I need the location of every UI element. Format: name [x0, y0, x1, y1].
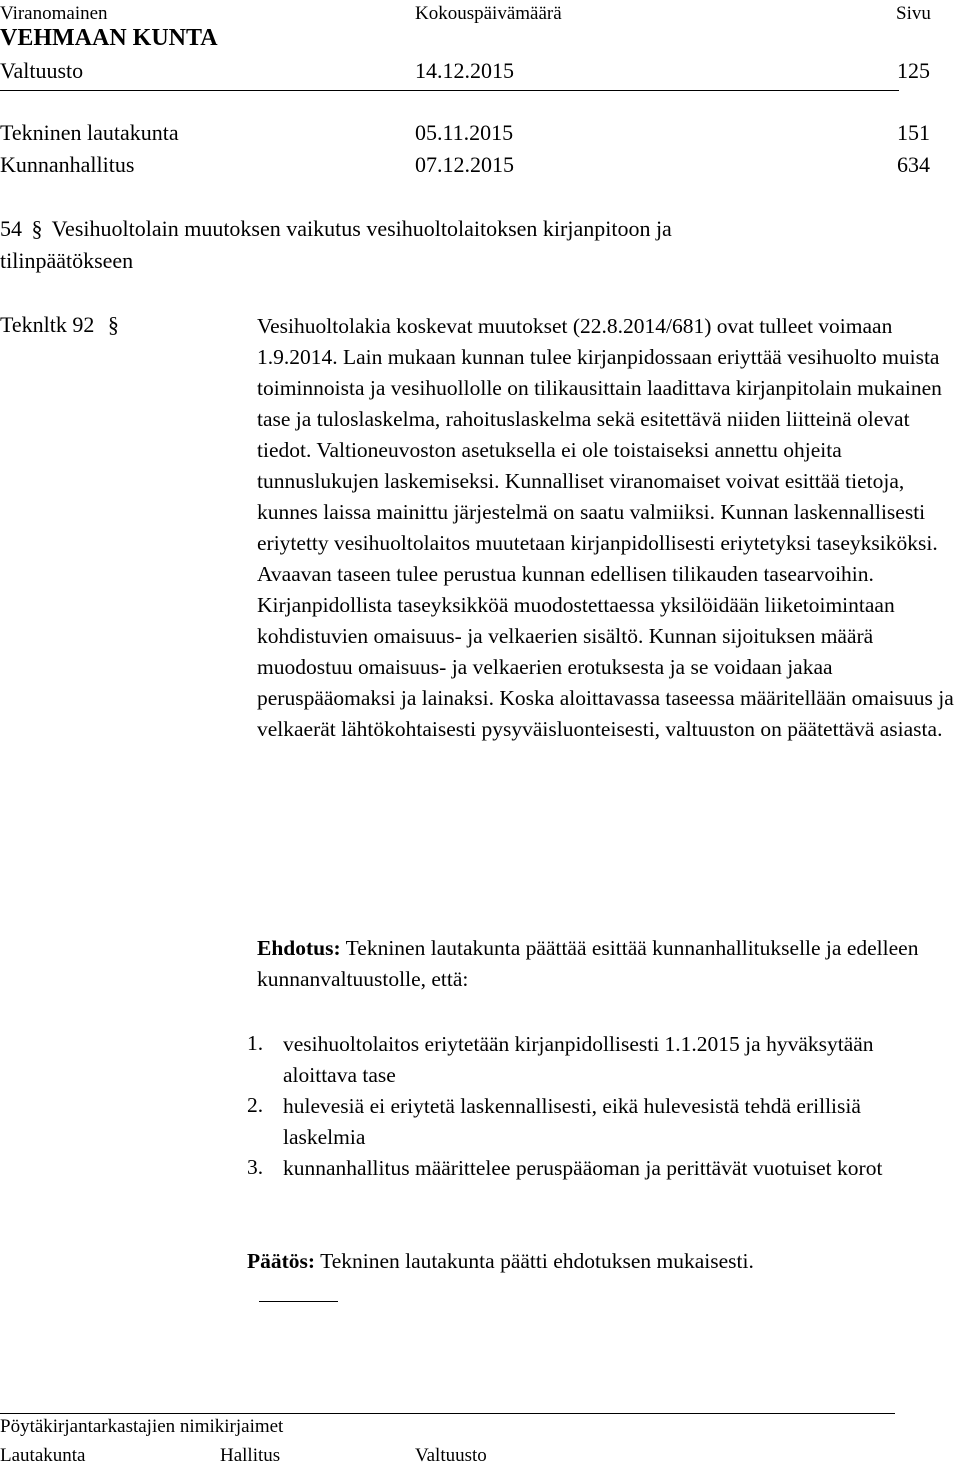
footer-col-lautakunta: Lautakunta — [0, 1445, 86, 1466]
header-divider — [0, 90, 899, 91]
section-symbol-icon: § — [31, 216, 43, 241]
section-symbol-icon: § — [107, 312, 119, 337]
list-item-number: 2. — [247, 1093, 264, 1117]
item-title-line2: tilinpäätökseen — [0, 248, 134, 273]
list-item-text: kunnanhallitus määrittelee peruspääoman ja perittävät vuotuiset korot — [283, 1156, 883, 1180]
header-row-date: 07.12.2015 — [415, 152, 514, 177]
header-row-page: 634 — [897, 152, 930, 177]
footer-title: Pöytäkirjantarkastajien nimikirjaimet — [0, 1416, 284, 1437]
footer-col-valtuusto: Valtuusto — [415, 1445, 487, 1466]
proposal-text: Tekninen lautakunta päättää esittää kunnanhallitukselle ja edelleen kunnanvaltuustolle, että: — [257, 936, 919, 991]
municipality-name: VEHMAAN KUNTA — [0, 25, 218, 51]
item-number: 54 — [0, 216, 22, 241]
header-row-date: 05.11.2015 — [415, 120, 514, 145]
end-rule — [259, 1301, 338, 1302]
header-col-authority: Viranomainen — [0, 3, 108, 24]
list-item-text: hulevesiä ei eriytetä laskennallisesti, eikä hulevesistä tehdä erillisiä laskelmia — [283, 1094, 861, 1149]
header-row-page: 125 — [897, 58, 930, 83]
header-row-body: Tekninen lautakunta — [0, 120, 179, 145]
decision — [247, 1249, 754, 1274]
header-col-page: Sivu — [896, 3, 931, 24]
list-item-text: vesihuoltolaitos eriytetään kirjanpidollisesti 1.1.2015 ja hyväksytään aloittava tase — [283, 1032, 874, 1087]
header-row-body: Valtuusto — [0, 58, 84, 83]
header-row-body: Kunnanhallitus — [0, 152, 135, 177]
proposal — [257, 933, 957, 995]
list-item-number: 3. — [247, 1155, 264, 1179]
body-text: Vesihuoltolakia koskevat muutokset (22.8.2014/681) ovat tulleet voimaan 1.9.2014. Lain mukaan kunnan tulee kirjanpidossaan eriyttää vesihuolto muista toiminnoista ja vesihuollolle on tilikausittain laadittava kirjanpitolain mukainen tase ja tuloslaskelma, rahoituslaskelma sekä esitettävä niiden liitteinä olevat tiedot. Valtioneuvoston asetuksella ei ole toistaiseksi annettu ohjeita tunnuslukujen laskemiseksi. Kunnalliset viranomaiset voivat esittää tietoja, kunnes laissa mainittu järjestelmä on saatu valmiiksi. Kunnan laskennallisesti eriytetty vesihuoltolaitos muutetaan kirjanpidollisesti eriytetyksi taseyksiköksi. Avaavan taseen tulee perustua kunnan edellisen tilikauden tasearvoihin. Kirjanpidollista taseyksikköä muodostettaessa yksilöidään liiketoimintaan kohdistuvien omaisuus- ja velkaerien sisältö. Kunnan sijoituksen määrä muodostuu omaisuus- ja velkaerien erotuksesta ja se voidaan jakaa peruspääomaksi ja lainaksi. Koska aloittavassa taseessa määritellään omaisuus ja velkaerät lähtökohtaisesti pysyväisluonteisesti, valtuuston on päätettävä asiasta. — [257, 314, 954, 741]
decision-text: Tekninen lautakunta päätti ehdotuksen mukaisesti. — [320, 1249, 754, 1273]
item-title-line1: Vesihuoltolain muutoksen vaikutus vesihuoltolaitoksen kirjanpitoon ja — [51, 216, 672, 241]
header-row-page: 151 — [897, 120, 930, 145]
proposal-label: Ehdotus: — [257, 936, 341, 960]
item-title — [0, 216, 672, 242]
decision-label: Päätös: — [247, 1249, 316, 1273]
header-col-date: Kokouspäivämäärä — [415, 3, 562, 24]
footer-divider — [0, 1413, 895, 1414]
reference-label — [0, 312, 119, 338]
footer-col-hallitus: Hallitus — [220, 1445, 281, 1466]
header-row-date: 14.12.2015 — [415, 58, 514, 83]
list-item-number: 1. — [247, 1031, 264, 1055]
reference-text: Teknltk 92 — [0, 312, 95, 337]
